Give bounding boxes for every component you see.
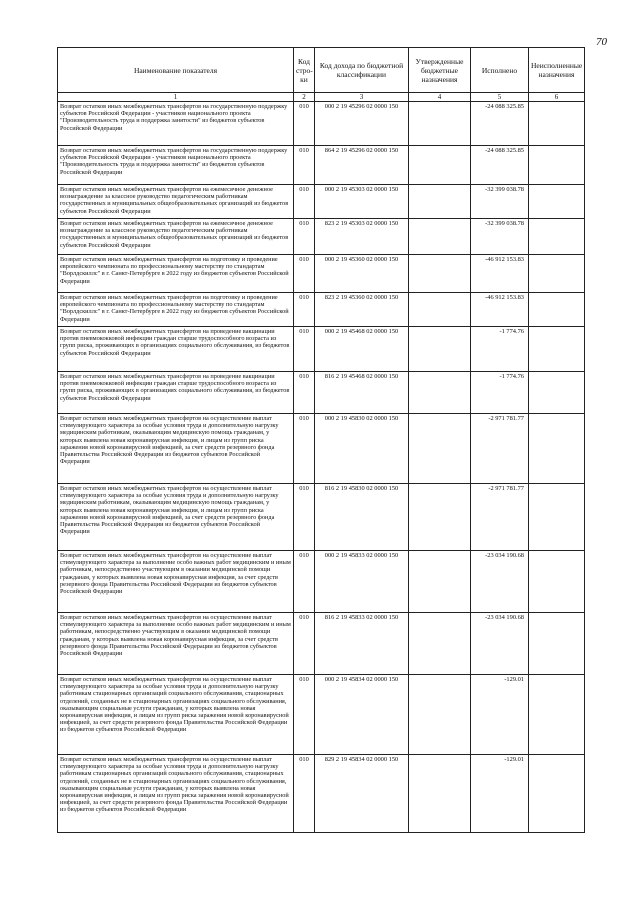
row-line-code: 010 xyxy=(294,255,315,293)
row-executed: -129.01 xyxy=(471,755,529,833)
row-income-code: 000 2 19 45830 02 0000 150 xyxy=(315,414,409,484)
row-approved xyxy=(409,755,471,833)
row-unexecuted xyxy=(529,185,585,219)
row-unexecuted xyxy=(529,293,585,327)
row-line-code: 010 xyxy=(294,185,315,219)
row-approved xyxy=(409,675,471,755)
table-row xyxy=(58,255,585,293)
row-executed: -2 971 781.77 xyxy=(471,484,529,551)
row-name: Возврат остатков иных межбюджетных трансфертов на проведение вакцинации против пневмококковой инфекции граждан старше трудоспособного возраста из групп риска, проживающих в организациях социального обслуживания, из бюджетов субъектов Российской Федерации xyxy=(58,372,294,414)
row-unexecuted xyxy=(529,102,585,146)
row-executed: -32 399 038.78 xyxy=(471,219,529,255)
row-line-code: 010 xyxy=(294,146,315,185)
row-income-code: 864 2 19 45296 02 0000 150 xyxy=(315,146,409,185)
table-row xyxy=(58,102,585,146)
row-executed: -23 034 190.68 xyxy=(471,613,529,675)
row-name: Возврат остатков иных межбюджетных трансфертов на осуществление выплат стимулирующего характера за особые условия труда и дополнительную нагрузку медицинским работникам, оказывающим медицинскую помощь гражданам, у которых выявлена новая коронавирусная инфекция, и лицам из групп риска заражения новой коронавирусной инфекцией, за счет средств резервного фонда Правительства Российской Федерации из бюджетов субъектов Российской Федерации xyxy=(58,414,294,484)
row-name: Возврат остатков иных межбюджетных трансфертов на осуществление выплат стимулирующего характера за особые условия труда и дополнительную нагрузку работникам стационарных организаций социального обслуживания, стационарных отделений, созданных не в стационарных организациях социального обслуживания, оказывающим социальные услуги гражданам, у которых выявлена новая коронавирусная инфекция, и лицам из групп риска заражения новой коронавирусной инфекцией, за счет средств резервного фонда Правительства Российской Федерации из бюджетов субъектов Российской Федерации xyxy=(58,755,294,833)
row-name: Возврат остатков иных межбюджетных трансфертов на осуществление выплат стимулирующего характера за выполнение особо важных работ медицинским и иным работникам, непосредственно участвующим в оказании медицинской помощи гражданам, у которых выявлена новая коронавирусная инфекция, за счет средств резервного фонда Правительства Российской Федерации из бюджетов субъектов Российской Федерации xyxy=(58,551,294,613)
row-income-code: 000 2 19 45468 02 0000 150 xyxy=(315,327,409,372)
table-row xyxy=(58,414,585,484)
row-unexecuted xyxy=(529,146,585,185)
row-name: Возврат остатков иных межбюджетных трансфертов на ежемесячное денежное вознаграждение за классное руководство педагогическим работникам государственных и муниципальных общеобразовательных организаций из бюджетов субъектов Российской Федерации xyxy=(58,185,294,219)
row-name: Возврат остатков иных межбюджетных трансфертов на подготовку и проведение европейского чемпионата по профессиональному мастерству по стандартам "Ворлдскиллс" в г. Санкт-Петербурге в 2022 году из бюджетов субъектов Российской Федерации xyxy=(58,293,294,327)
row-executed: -1 774.76 xyxy=(471,327,529,372)
header-row xyxy=(58,48,585,93)
row-executed: -46 912 153.83 xyxy=(471,255,529,293)
table-row xyxy=(58,755,585,833)
row-executed: -46 912 153.83 xyxy=(471,293,529,327)
row-line-code: 010 xyxy=(294,551,315,613)
row-unexecuted xyxy=(529,219,585,255)
header-executed: Исполнено xyxy=(471,48,529,93)
row-income-code: 823 2 19 45303 02 0000 150 xyxy=(315,219,409,255)
row-income-code: 000 2 19 45296 02 0000 150 xyxy=(315,102,409,146)
row-approved xyxy=(409,484,471,551)
row-executed: -129.01 xyxy=(471,675,529,755)
table-row xyxy=(58,327,585,372)
row-income-code: 000 2 19 45360 02 0000 150 xyxy=(315,255,409,293)
row-unexecuted xyxy=(529,755,585,833)
row-line-code: 010 xyxy=(294,327,315,372)
row-name: Возврат остатков иных межбюджетных трансфертов на государственную поддержку субъектов Российской Федерации - участников национального проекта "Производительность труда и поддержка занятости" из бюджетов субъектов Российской Федерации xyxy=(58,102,294,146)
row-line-code: 010 xyxy=(294,755,315,833)
header-name: Наименование показателя xyxy=(58,48,294,93)
row-unexecuted xyxy=(529,372,585,414)
row-approved xyxy=(409,255,471,293)
row-line-code: 010 xyxy=(294,219,315,255)
row-executed: -23 034 190.68 xyxy=(471,551,529,613)
row-line-code: 010 xyxy=(294,613,315,675)
row-line-code: 010 xyxy=(294,675,315,755)
table-row xyxy=(58,185,585,219)
row-executed: -24 088 325.85 xyxy=(471,146,529,185)
row-executed: -24 088 325.85 xyxy=(471,102,529,146)
column-number: 1 xyxy=(58,93,294,102)
row-income-code: 816 2 19 45830 02 0000 150 xyxy=(315,484,409,551)
row-income-code: 000 2 19 45303 02 0000 150 xyxy=(315,185,409,219)
row-executed: -32 399 038.78 xyxy=(471,185,529,219)
table-row xyxy=(58,675,585,755)
table-row xyxy=(58,293,585,327)
row-name: Возврат остатков иных межбюджетных трансфертов на государственную поддержку субъектов Российской Федерации - участников национального проекта "Производительность труда и поддержка занятости" из бюджетов субъектов Российской Федерации xyxy=(58,146,294,185)
row-approved xyxy=(409,372,471,414)
row-executed: -2 971 781.77 xyxy=(471,414,529,484)
row-income-code: 816 2 19 45833 02 0000 150 xyxy=(315,613,409,675)
header-income-code: Код дохода по бюджетной классификации xyxy=(315,48,409,93)
page-number: 70 xyxy=(596,36,607,48)
table-row xyxy=(58,372,585,414)
row-approved xyxy=(409,551,471,613)
row-unexecuted xyxy=(529,484,585,551)
row-executed: -1 774.76 xyxy=(471,372,529,414)
column-number: 6 xyxy=(529,93,585,102)
row-line-code: 010 xyxy=(294,102,315,146)
row-approved xyxy=(409,185,471,219)
row-approved xyxy=(409,102,471,146)
row-unexecuted xyxy=(529,327,585,372)
column-number: 5 xyxy=(471,93,529,102)
row-name: Возврат остатков иных межбюджетных трансфертов на ежемесячное денежное вознаграждение за классное руководство педагогическим работникам государственных и муниципальных общеобразовательных организаций из бюджетов субъектов Российской Федерации xyxy=(58,219,294,255)
table-row xyxy=(58,484,585,551)
row-unexecuted xyxy=(529,414,585,484)
budget-table xyxy=(57,47,585,833)
row-approved xyxy=(409,219,471,255)
row-name: Возврат остатков иных межбюджетных трансфертов на осуществление выплат стимулирующего характера за особые условия труда и дополнительную нагрузку медицинским работникам, оказывающим медицинскую помощь гражданам, у которых выявлена новая коронавирусная инфекция, и лицам из групп риска заражения новой коронавирусной инфекцией, за счет средств резервного фонда Правительства Российской Федерации из бюджетов субъектов Российской Федерации xyxy=(58,484,294,551)
row-line-code: 010 xyxy=(294,484,315,551)
row-income-code: 816 2 19 45468 02 0000 150 xyxy=(315,372,409,414)
row-name: Возврат остатков иных межбюджетных трансфертов на осуществление выплат стимулирующего характера за особые условия труда и дополнительную нагрузку работникам стационарных организаций социального обслуживания, стационарных отделений, созданных не в стационарных организациях социального обслуживания, оказывающим социальные услуги гражданам, у которых выявлена новая коронавирусная инфекция, и лицам из групп риска заражения новой коронавирусной инфекцией, за счет средств резервного фонда Правительства Российской Федерации из бюджетов субъектов Российской Федерации xyxy=(58,675,294,755)
row-approved xyxy=(409,327,471,372)
row-line-code: 010 xyxy=(294,293,315,327)
row-unexecuted xyxy=(529,255,585,293)
row-approved xyxy=(409,293,471,327)
row-unexecuted xyxy=(529,675,585,755)
row-approved xyxy=(409,613,471,675)
row-line-code: 010 xyxy=(294,414,315,484)
row-name: Возврат остатков иных межбюджетных трансфертов на осуществление выплат стимулирующего характера за выполнение особо важных работ медицинским и иным работникам, непосредственно участвующим в оказании медицинской помощи гражданам, у которых выявлена новая коронавирусная инфекция, за счет средств резервного фонда Правительства Российской Федерации из бюджетов субъектов Российской Федерации xyxy=(58,613,294,675)
row-name: Возврат остатков иных межбюджетных трансфертов на проведение вакцинации против пневмококковой инфекции граждан старше трудоспособного возраста из групп риска, проживающих в организациях социального обслуживания, из бюджетов субъектов Российской Федерации xyxy=(58,327,294,372)
header-approved: Утвержденные бюджетные назначения xyxy=(409,48,471,93)
table-row xyxy=(58,219,585,255)
row-income-code: 000 2 19 45833 02 0000 150 xyxy=(315,551,409,613)
table-row xyxy=(58,146,585,185)
column-number: 2 xyxy=(294,93,315,102)
row-unexecuted xyxy=(529,613,585,675)
row-income-code: 000 2 19 45834 02 0000 150 xyxy=(315,675,409,755)
header-line-code: Код стро-ки xyxy=(294,48,315,93)
row-line-code: 010 xyxy=(294,372,315,414)
column-number: 3 xyxy=(315,93,409,102)
row-income-code: 823 2 19 45360 02 0000 150 xyxy=(315,293,409,327)
row-name: Возврат остатков иных межбюджетных трансфертов на подготовку и проведение европейского чемпионата по профессиональному мастерству по стандартам "Ворлдскиллс" в г. Санкт-Петербурге в 2022 году из бюджетов субъектов Российской Федерации xyxy=(58,255,294,293)
column-number: 4 xyxy=(409,93,471,102)
table-row xyxy=(58,551,585,613)
column-number-row xyxy=(58,93,585,102)
table-row xyxy=(58,613,585,675)
row-approved xyxy=(409,414,471,484)
row-approved xyxy=(409,146,471,185)
header-unexecuted: Неисполненные назначения xyxy=(529,48,585,93)
row-income-code: 829 2 19 45834 02 0000 150 xyxy=(315,755,409,833)
row-unexecuted xyxy=(529,551,585,613)
